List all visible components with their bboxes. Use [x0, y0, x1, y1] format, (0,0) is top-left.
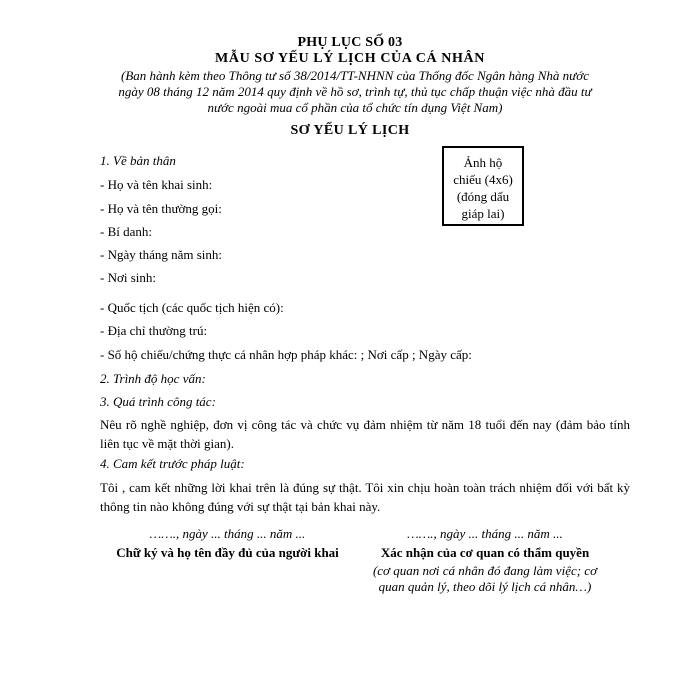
section3-heading: 3. Quá trình công tác:	[100, 394, 216, 409]
subtitle-line: ngày 08 tháng 12 năm 2014 quy định về hồ sơ, trình tự, thủ tục chấp thuận việc nhà đầu tư	[118, 84, 592, 99]
section3-text: Nêu rõ nghề nghiệp, đơn vị công tác và chức vụ đảm nhiệm từ năm 18 tuổi đến nay (đảm bảo tính liên tục về mặt thời gian).	[100, 417, 630, 451]
signature-right-note: quan quản lý, theo dõi lý lịch cá nhân…)	[378, 579, 592, 594]
field-passport-number: - Số hộ chiếu/chứng thực cá nhân hợp pháp khác: ; Nơi cấp ; Ngày cấp:	[100, 347, 472, 362]
signature-right-note: (cơ quan nơi cá nhân đó đang làm việc; cơ	[372, 563, 598, 578]
field-nationality: - Quốc tịch (các quốc tịch hiện có):	[100, 300, 284, 315]
signature-left	[95, 526, 360, 561]
field-common-name: - Họ và tên thường gọi:	[100, 201, 222, 216]
field-place-of-birth: - Nơi sinh:	[100, 270, 156, 285]
signature-right	[345, 526, 625, 595]
signature-left-label: Chữ ký và họ tên đầy đủ của người khai	[116, 545, 339, 560]
section-title: SƠ YẾU LÝ LỊCH	[290, 123, 410, 138]
signature-right-date: ……., ngày ... tháng ... năm ...	[407, 526, 563, 541]
field-alias: - Bí danh:	[100, 224, 152, 239]
section2-heading: 2. Trình độ học vấn:	[100, 371, 206, 386]
form-subtitle	[95, 68, 615, 116]
field-permanent-address: - Địa chỉ thường trú:	[100, 323, 208, 338]
passport-photo-box	[442, 146, 524, 226]
subtitle-line: (Ban hành kèm theo Thông tư số 38/2014/TT-NHNN của Thống đốc Ngân hàng Nhà nước	[121, 68, 589, 83]
photo-box-line: Ảnh hộ	[463, 155, 503, 170]
field-birth-name: - Họ và tên khai sinh:	[100, 177, 213, 192]
field-date-of-birth: - Ngày tháng năm sinh:	[100, 247, 223, 262]
form-title: MẪU SƠ YẾU LÝ LỊCH CỦA CÁ NHÂN	[215, 51, 485, 66]
photo-box-line: (đóng dấu	[456, 189, 510, 204]
section1-heading: 1. Về bản thân	[100, 153, 176, 168]
signature-right-label: Xác nhận của cơ quan có thẩm quyền	[380, 545, 590, 560]
subtitle-line: nước ngoài mua cổ phần của tổ chức tín dụng Việt Nam)	[207, 100, 503, 115]
section4-heading: 4. Cam kết trước pháp luật:	[100, 456, 245, 471]
photo-box-line: chiếu (4x6)	[453, 172, 513, 187]
photo-box-line: giáp lai)	[461, 206, 505, 221]
appendix-title: PHỤ LỤC SỐ 03	[297, 35, 403, 50]
signature-left-date: ……., ngày ... tháng ... năm ...	[149, 526, 306, 541]
section4-text: Tôi , cam kết những lời khai trên là đúng sự thật. Tôi xin chịu hoàn toàn trách nhiệm đối với bất kỳ thông tin nào không đúng với sự thật tại bản khai này.	[100, 480, 630, 514]
